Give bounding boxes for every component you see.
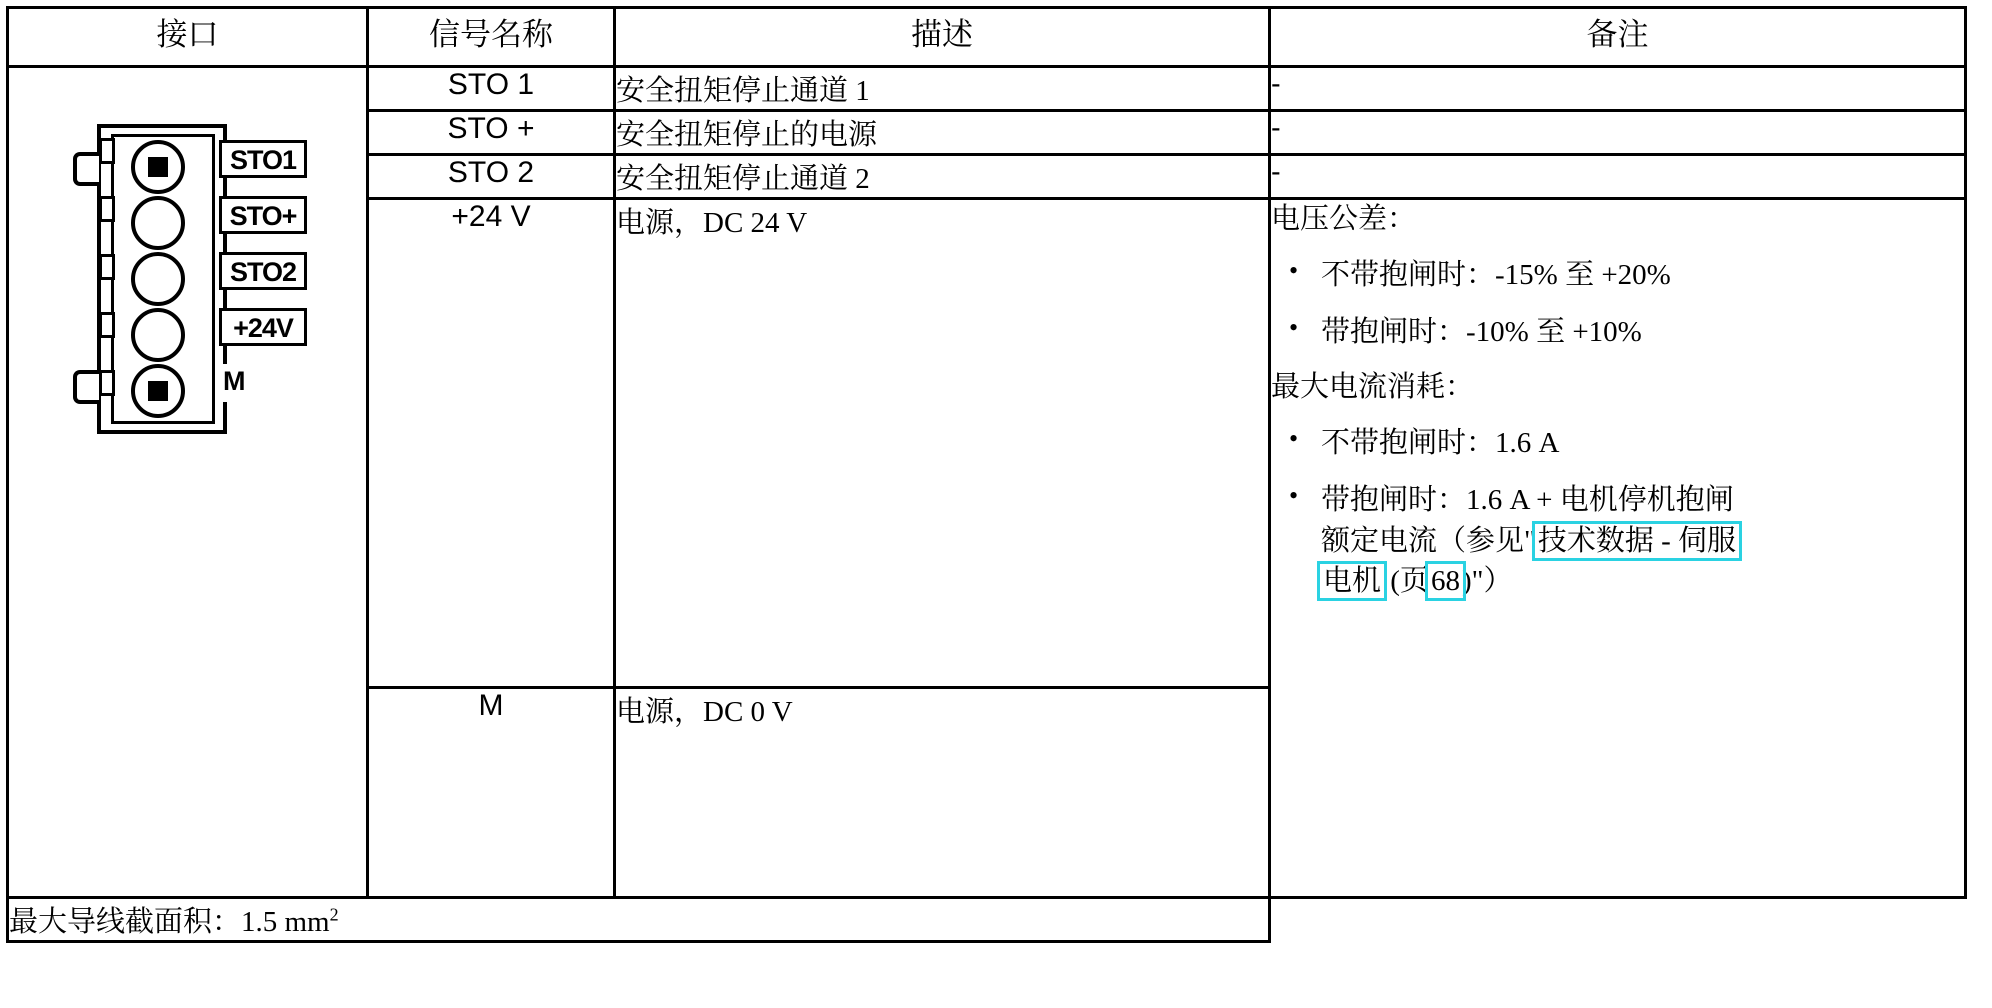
list-item-brake — [1271, 480, 1964, 602]
table-row — [8, 67, 1966, 111]
connector-pin-labels — [219, 138, 311, 428]
pin-24v — [131, 308, 185, 362]
table-footer-row — [8, 898, 1966, 942]
signal-name-24v: +24 V — [368, 199, 615, 688]
voltage-tolerance-list — [1271, 255, 1964, 352]
list-item: • 带抱闸时：-10% 至 +10% — [1271, 312, 1964, 353]
current-consumption-title: 最大电流消耗： — [1271, 371, 1475, 404]
description-sto-plus: 安全扭矩停止的电源 — [615, 111, 1270, 155]
connector-drawing — [9, 68, 366, 896]
footer-superscript: 2 — [329, 904, 339, 925]
max-wire-cross-section — [8, 898, 1270, 942]
page-number-link[interactable]: 68 — [1430, 565, 1460, 598]
voltage-tolerance-title: 电压公差： — [1271, 203, 1417, 235]
page-label: (页 — [1390, 565, 1429, 598]
pin-sto2 — [131, 252, 185, 306]
cross-reference-link-part1[interactable]: 技术数据 - 伺服 — [1537, 524, 1737, 557]
document-page — [0, 6, 1992, 1008]
connector-spec-table — [6, 6, 1967, 943]
pin-label-sto2: STO2 — [219, 252, 307, 290]
pin-label-m: M — [219, 364, 307, 402]
description-sto2: 安全扭矩停止通道 2 — [615, 155, 1270, 199]
connector-notch-2 — [99, 196, 115, 222]
signal-name-m: M — [368, 687, 615, 897]
connector-notch-5 — [99, 370, 115, 396]
connector-ear-top — [73, 152, 99, 186]
connector-notch-4 — [99, 312, 115, 338]
brake-lead-text: 带抱闸时：1.6 A + 电机停机抱闸 — [1321, 484, 1734, 517]
cross-reference-link-part2[interactable]: 电机 — [1323, 565, 1382, 598]
remark-sto2: - — [1270, 155, 1966, 199]
quote-close: " — [1471, 565, 1484, 598]
header-signal-name: 信号名称 — [368, 8, 615, 67]
connector-pin-row — [123, 140, 203, 418]
remark-power-block — [1270, 199, 1966, 898]
header-description: 描述 — [615, 8, 1270, 67]
pin-sto-plus — [131, 196, 185, 250]
description-24v: 电源，DC 24 V — [615, 199, 1270, 688]
pin-sto1 — [131, 140, 185, 194]
page-close: ) — [1461, 565, 1472, 598]
remark-sto-plus: - — [1270, 111, 1966, 155]
paren-close: ） — [1483, 565, 1513, 598]
pin-m — [131, 364, 185, 418]
connector-ear-bottom — [73, 370, 99, 404]
quote-open: " — [1524, 524, 1536, 557]
footer-text: 最大导线截面积：1.5 mm — [9, 906, 330, 938]
pin-label-24v: +24V — [219, 308, 307, 346]
interface-diagram-cell — [8, 67, 368, 898]
list-item: • 不带抱闸时：-15% 至 +20% — [1271, 255, 1964, 296]
current-consumption-list — [1271, 423, 1964, 601]
description-m: 电源，DC 0 V — [615, 687, 1270, 897]
connector-notch-3 — [99, 254, 115, 280]
list-item: • 不带抱闸时：1.6 A — [1271, 423, 1964, 464]
remark-sto1: - — [1270, 67, 1966, 111]
header-interface: 接口 — [8, 8, 368, 67]
table-header-row — [8, 8, 1966, 67]
signal-name-sto1: STO 1 — [368, 67, 615, 111]
connector-notch-1 — [99, 138, 115, 164]
signal-name-sto2: STO 2 — [368, 155, 615, 199]
pin-label-sto1: STO1 — [219, 140, 307, 178]
brake-line2-pre: 额定电流（参见 — [1321, 524, 1525, 557]
header-remark: 备注 — [1270, 8, 1966, 67]
description-sto1: 安全扭矩停止通道 1 — [615, 67, 1270, 111]
pin-label-sto-plus: STO+ — [219, 196, 307, 234]
signal-name-sto-plus: STO + — [368, 111, 615, 155]
